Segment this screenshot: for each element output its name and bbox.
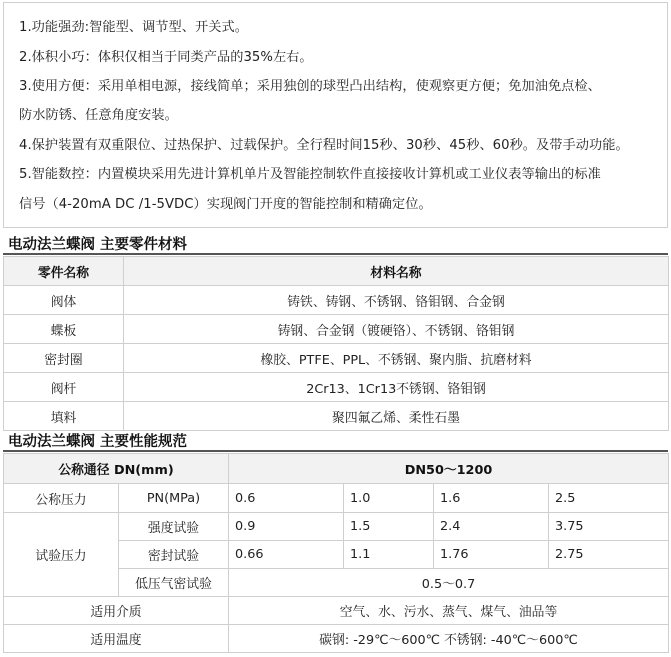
seal-value: 1.76 — [434, 541, 549, 569]
strength-value: 1.5 — [344, 513, 434, 541]
pressure-row — [4, 484, 669, 513]
table-row — [4, 286, 669, 315]
materials-divider — [3, 253, 668, 255]
pn-value: 0.6 — [229, 484, 344, 513]
medium-row — [4, 597, 669, 625]
temperature-row — [4, 625, 669, 653]
table-row — [4, 402, 669, 431]
seal-label: 密封试验 — [119, 541, 229, 569]
seal-value: 1.1 — [344, 541, 434, 569]
table-row — [4, 344, 669, 373]
part-name: 阀体 — [4, 286, 124, 315]
temperature-label: 适用温度 — [4, 625, 229, 653]
material-name: 铸铁、铸钢、不锈钢、铬钼钢、合金钢 — [124, 286, 669, 315]
strength-value: 3.75 — [549, 513, 669, 541]
part-name: 密封圈 — [4, 344, 124, 373]
feature-line-3-cont: 防水防锈、任意角度安装。 — [19, 108, 178, 123]
material-name: 橡胶、PTFE、PPL、不锈钢、聚内脂、抗磨材料 — [124, 344, 669, 373]
feature-line-4: 4.保护装置有双重限位、过热保护、过载保护。全行程时间15秒、30秒、45秒、60秒。及带手动功能。 — [19, 138, 629, 153]
nominal-row — [4, 454, 669, 484]
feature-line-3: 3.使用方便：采用单相电源，接线简单；采用独创的球型凸出结构，使观察更方便；免加油免点检、 — [19, 79, 601, 94]
table-row — [4, 315, 669, 344]
temperature-value: 碳钢: -29℃～600℃ 不锈钢: -40℃～600℃ — [229, 625, 669, 653]
strength-row — [4, 513, 669, 541]
pn-label: PN(MPa) — [119, 484, 229, 513]
performance-table — [3, 453, 669, 653]
materials-header-material: 材料名称 — [124, 257, 669, 286]
low-gas-label: 低压气密试验 — [119, 569, 229, 597]
pressure-label: 公称压力 — [4, 484, 119, 513]
table-row — [4, 373, 669, 402]
part-name: 蝶板 — [4, 315, 124, 344]
strength-value: 0.9 — [229, 513, 344, 541]
seal-value: 0.66 — [229, 541, 344, 569]
medium-value: 空气、水、污水、蒸气、煤气、油品等 — [229, 597, 669, 625]
medium-label: 适用介质 — [4, 597, 229, 625]
pn-value: 2.5 — [549, 484, 669, 513]
feature-line-2: 2.体积小巧：体积仅相当于同类产品的35%左右。 — [19, 50, 313, 65]
nominal-label: 公称通径 DN(mm) — [4, 454, 229, 484]
materials-title: 电动法兰蝶阀 主要零件材料 — [8, 237, 188, 253]
feature-list — [3, 2, 668, 228]
strength-label: 强度试验 — [119, 513, 229, 541]
materials-table — [3, 256, 669, 431]
pn-value: 1.6 — [434, 484, 549, 513]
performance-divider — [3, 450, 668, 452]
test-pressure-label: 试验压力 — [4, 513, 119, 597]
material-name: 聚四氟乙烯、柔性石墨 — [124, 402, 669, 431]
materials-header-row — [4, 257, 669, 286]
part-name: 阀杆 — [4, 373, 124, 402]
feature-line-1: 1.功能强劲:智能型、调节型、开关式。 — [19, 20, 248, 35]
seal-value: 2.75 — [549, 541, 669, 569]
part-name: 填料 — [4, 402, 124, 431]
materials-header-part: 零件名称 — [4, 257, 124, 286]
low-gas-value: 0.5～0.7 — [229, 569, 669, 597]
strength-value: 2.4 — [434, 513, 549, 541]
performance-title: 电动法兰蝶阀 主要性能规范 — [8, 434, 188, 450]
feature-line-5-cont: 信号（4-20mA DC /1-5VDC）实现阀门开度的智能控制和精确定位。 — [19, 197, 432, 212]
material-name: 2Cr13、1Cr13不锈钢、铬钼钢 — [124, 373, 669, 402]
material-name: 铸钢、合金钢（镀硬铬）、不锈钢、铬钼钢 — [124, 315, 669, 344]
feature-line-5: 5.智能数控：内置模块采用先进计算机单片及智能控制软件直接接收计算机或工业仪表等输出的标准 — [19, 167, 601, 182]
pn-value: 1.0 — [344, 484, 434, 513]
nominal-value: DN50～1200 — [229, 454, 669, 484]
